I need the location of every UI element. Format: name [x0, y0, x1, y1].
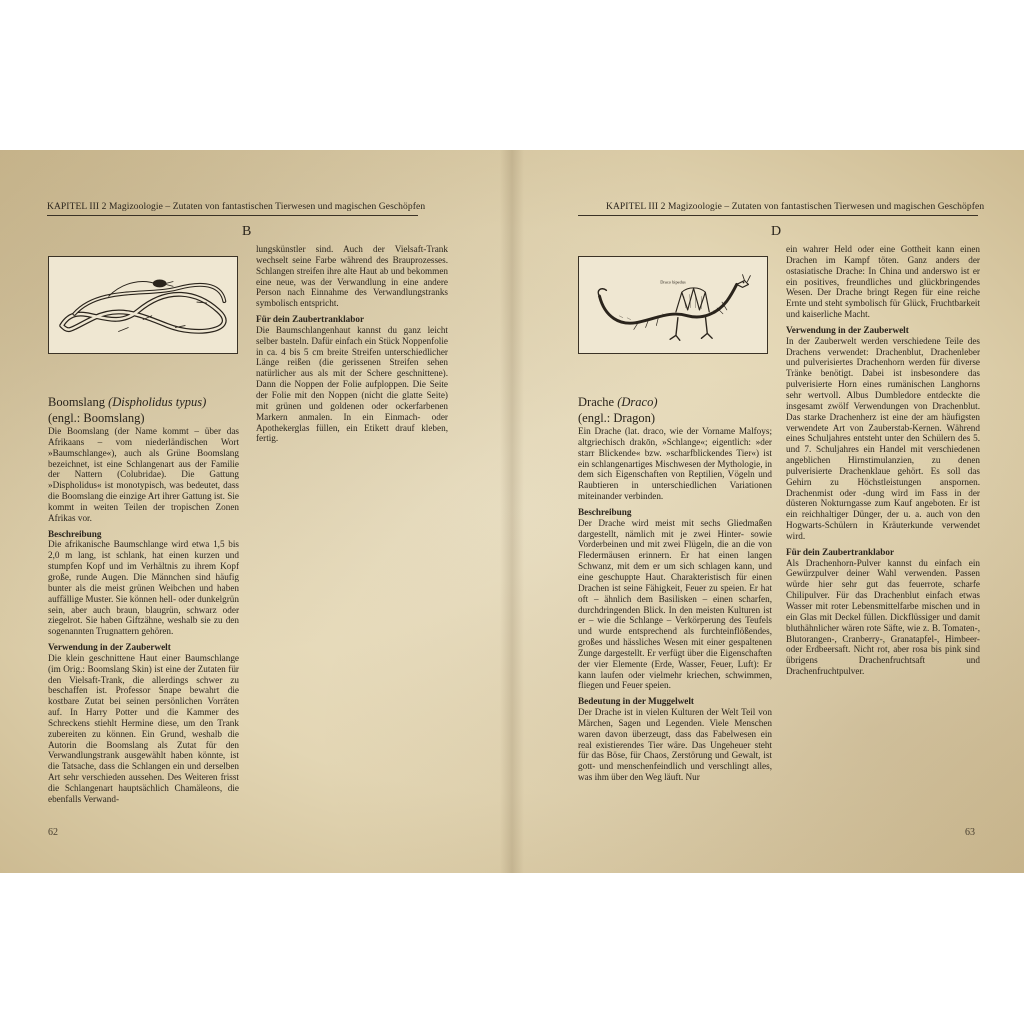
section-heading: Bedeutung in der Muggelwelt [578, 696, 694, 707]
paragraph: In der Zauberwelt werden verschiedene Teile des Drachens verwendet: Drachenblut, Drachenleber und pulverisiertes Drachenhorn werden für diverse Tränke benötigt. Dabei ist insbesondere das pulverisierte Horn eines rumänischen Langhorns sehr wertvoll. Albus Dumbledore entdeckte die insgesamt zwölf Verwendungen von Drachenblut. Das starke Drachenherz ist eine der am häufigsten verwendete Art von Zauberstab-Kernen. Während eines Schuljahres entsteht unter den Schülern des 5. und 7. Schuljahres ein Handel mit verschiedenen angeblichen Hirnstimulanzien, zu denen pulverisierte Drachenklaue gehört. Es soll das Gehirn zu Höchstleistungen anspornen. Drachenmist oder -dung wird im Fass in der düsteren Nokturngasse zum Kauf angeboten. Er ist ein reichhaltiger Dünger, der u. a. auch von den Hogwarts-Schülern in Kräuterkunde verwendet wird. [786, 335, 980, 541]
paragraph: Der Drache wird meist mit sechs Gliedmaßen dargestellt, nämlich mit je zwei Hinter- sowie Vorderbeinen und mit zwei Flügeln, die an die von Fledermäusen erinnern. Er hat einen langen Schwanz, mit dem er um sich schlagen kann, und eine geschuppte Haut. Charakteristisch für einen Drachen ist seine Fähigkeit, Feuer zu speien. Er hat oft – ähnlich dem Basilisken – einen scharfen, durchdringenden Blick. In den meisten Kulturen ist er – wie die Schlange – Verkörperung des Teufels und wurde entsprechend als furchteinflößendes, großes und hässliches Wesen mit einer gespaltenen Zunge dargestellt. Er verfügt über die Eigenschaften der vier Elemente (Erde, Wasser, Feuer, Luft): Er kann laufen oder vielmehr kriechen, schwimmen, fliegen und Feuer speien. [578, 517, 772, 691]
header-rule [47, 215, 418, 216]
paragraph: Als Drachenhorn-Pulver kannst du einfach ein Gewürzpulver deiner Wahl verwenden. Passen würde hier sehr gut das feuerrote, scharfe Chilipulver. Für das Drachenblut einfach etwas Wasser mit roter Lebensmittelfarbe mischen und in ein Glas mit Deckel füllen. Dickflüssiger und damit bluthähnlicher wären rote Säfte, wie z. B. Tomaten-, Blutorangen-, Cranberry-, Granatapfel-, Himbeer- oder Erdbeersaft. Nicht rot, aber rosa bis pink sind übrigens Drachenfruchtsaft und Drachenfruchtpulver. [786, 557, 980, 677]
right-page [512, 150, 1024, 873]
paragraph: Die klein geschnittene Haut einer Baumschlange (im Orig.: Boomslang Skin) ist eine der Zutaten für den Vielsaft-Trank, die allerdings schwer zu beschaffen ist. Professor Snape bewahrt die kostbare Zutat bei seinen persönlichen Vorräten auf. In Harry Potter und die Kammer des Schreckens stiehlt Hermine diese, um den Trank zubereiten zu können. Ein Grund, weshalb die Autorin die Boomslang als Zutat für den Verwandlungstrank ausgewählt haben könnte, ist die Tatsache, dass die Schlangen ein und derselben Art sehr verschieden aussehen. Des Weiteren frisst die Schlangenart hauptsächlich Chamäleons, die ebenfalls Verwand- [48, 652, 239, 804]
paragraph: Die Boomslang (der Name kommt – über das Afrikaans – vom niederländischen Wort »Baumschlange«), auch als Grüne Boomslang bezeichnet, ist eine Schlangenart aus der Familie der Nattern (Colubridae). Die Gattung »Dispholidus« ist monotypisch, was bedeutet, dass die Boomslang die einzige Art ihrer Gattung ist. Sie kommt in weiten Teilen der tropischen Zonen Afrikas vor. [48, 426, 239, 523]
running-head: KAPITEL III 2 Magizoologie – Zutaten von fantastischen Tierwesen und magischen Geschöpfen [47, 202, 426, 212]
left-page [0, 150, 512, 873]
paragraph: lungskünstler sind. Auch der Vielsaft-Trank wechselt seine Farbe während des Brauprozesses. Schlangen streifen ihre alte Haut ab und bekommen eine neue, was der Verwandlung in eine andere Person nach Einnahme des Verwandlungstranks symbolisch entspricht. [256, 244, 448, 309]
section-heading: Verwendung in der Zauberwelt [48, 642, 171, 653]
boomslang-illustration [48, 256, 238, 354]
section-heading: Beschreibung [578, 506, 632, 517]
book-spread [0, 150, 1024, 873]
page-number: 62 [48, 827, 58, 838]
page-number: 63 [965, 827, 975, 838]
snake-engraving-icon [49, 257, 237, 353]
entry-name-line [48, 394, 206, 410]
entry-latin: (Dispholidus typus) [108, 395, 207, 409]
dragon-illustration [578, 256, 768, 354]
left-column-2 [256, 244, 448, 444]
section-heading: Verwendung in der Zauberwelt [786, 324, 909, 335]
section-heading: Beschreibung [48, 528, 102, 539]
entry-english: (engl.: Boomslang) [48, 411, 145, 425]
entry-title [48, 394, 206, 426]
section-heading: Für dein Zaubertranklabor [256, 314, 365, 325]
entry-name: Drache [578, 395, 615, 409]
entry-name: Boomslang [48, 395, 105, 409]
dragon-engraving-icon [579, 257, 767, 353]
entry-english: (engl.: Dragon) [578, 411, 656, 425]
left-column-1 [48, 426, 239, 805]
right-column-2 [786, 244, 980, 677]
section-letter: D [771, 224, 782, 239]
paragraph: Ein Drache (lat. draco, wie der Vorname Malfoys; altgriechisch drakōn, »Schlange«; eigentlich: »der starr Blickende« bzw. »scharfblickendes Tier«) ist ein schlangenartiges Mischwesen der Mythologie, in dem sich Eigenschaften von Reptilien, Vögeln und Raubtieren in unterschiedlichen Variationen miteinander verbinden. [578, 426, 772, 502]
paragraph: Die Baumschlangenhaut kannst du ganz leicht selber basteln. Dafür einfach ein Stück Noppenfolie in ca. 4 bis 5 cm breite Streifen unterschiedlicher Länge reißen (die gerissenen Streifen sehen natürlicher aus als mit der Schere geschnittene). Dann die Noppen der Folie aufploppen. Die Seite der Folie mit den Noppen (nicht die glatte Seite) mit grünen und goldenen oder ockerfarbenen Markern anmalen. In ein Einmach- oder Apothekerglas füllen, ein Etikett drauf kleben, fertig. [256, 324, 448, 444]
entry-latin: (Draco) [617, 395, 658, 409]
paragraph: Die afrikanische Baumschlange wird etwa 1,5 bis 2,0 m lang, ist schlank, hat einen kurzen und stumpfen Kopf und im Verhältnis zu ihrem Kopf große, runde Augen. Die Männchen sind häufig bunter als die meist grünen Weibchen und haben auffällige Muster. Sie können hell- oder dunkelgrün sein, aber auch braun, blaugrün, schwarz oder ziegelrot. Sie haben Giftzähne, weshalb sie zu den sogenannten Trugnattern gehören. [48, 539, 239, 637]
running-head: KAPITEL III 2 Magizoologie – Zutaten von fantastischen Tierwesen und magischen Geschöpfen [606, 202, 985, 212]
section-letter: B [242, 224, 252, 239]
entry-title [578, 394, 657, 426]
entry-name-line [578, 394, 657, 410]
section-heading: Für dein Zaubertranklabor [786, 546, 895, 557]
header-rule [578, 215, 978, 216]
right-column-1 [578, 426, 772, 783]
paragraph: ein wahrer Held oder eine Gottheit kann einen Drachen im Kampf töten. Ganz anders der ostasiatische Drache: In China und anderswo ist er ein positives, freundliches und glückbringendes Wesen. Der Drache bringt Regen für eine reiche Ernte und steht symbolisch für Glück, Fruchtbarkeit und kaiserliche Macht. [786, 244, 980, 320]
illustration-caption: Draco bipedus [660, 279, 686, 285]
paragraph: Der Drache ist in vielen Kulturen der Welt Teil von Märchen, Sagen und Legenden. Viele Menschen waren davon überzeugt, dass das Fabelwesen ein real existierendes Tier wäre. Das Ungeheuer steht für das Böse, für Chaos, Zerstörung und Gewalt, ist gott- und menschenfeindlich und verschlingt alles, was ihm über den Weg läuft. Nur [578, 707, 772, 783]
